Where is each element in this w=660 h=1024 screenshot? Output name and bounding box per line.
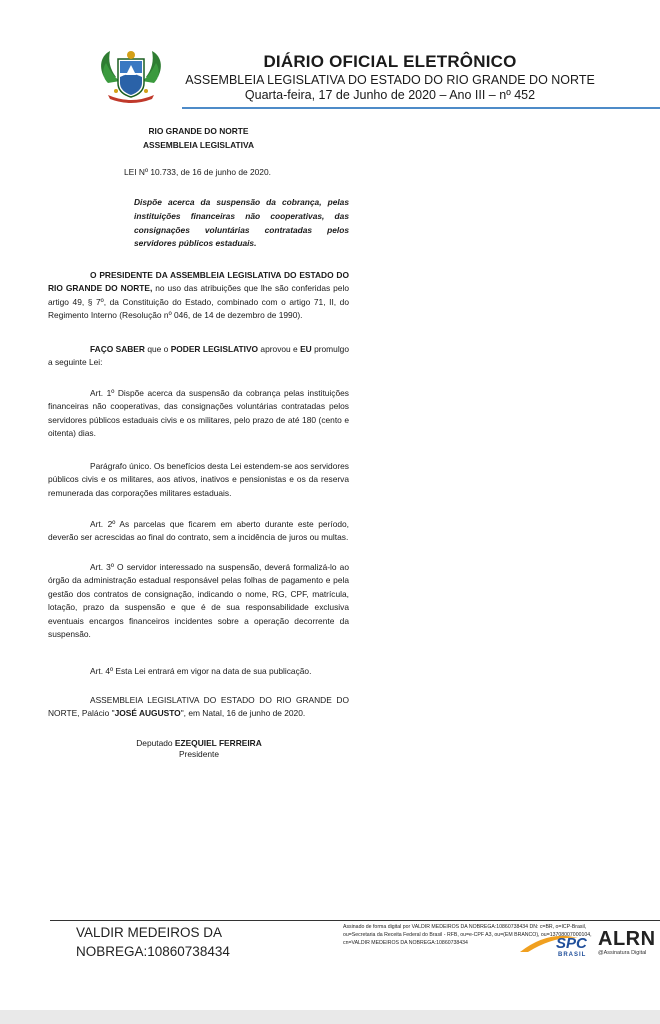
article-2: Art. 2º As parcelas que ficarem em aberto durante este período, deverão ser acrescidas ao final do contrato, sem a incidência de juros ou multas. bbox=[48, 519, 349, 543]
preamble bbox=[48, 269, 349, 323]
article-4: Art. 4º Esta Lei entrará em vigor na data de sua publicação. bbox=[90, 666, 312, 676]
article-1: Art. 1º Dispõe acerca da suspensão da cobrança pelas instituições financeiras não cooperativas, das consignações voluntárias contratadas pelos servidores públicos estaduais civis e os militares, pelo prazo de até 180 (cento e oitenta) dias. bbox=[48, 388, 349, 439]
alrn-subtitle: @Assinatura Digital bbox=[598, 950, 647, 956]
footer-divider bbox=[50, 920, 660, 921]
state-name: RIO GRANDE DO NORTE bbox=[148, 126, 249, 136]
preamble-text: no uso das atribuições que lhe são conferidas pelo artigo 49, § 7º, da Constituição do Estado, combinado com o artigo 71, II, do Regimento Interno (Resolução nº 046, de 14 de dezembro de 1990). bbox=[48, 283, 349, 321]
spc-label: SPC bbox=[556, 935, 587, 952]
article-3: Art. 3º O servidor interessado na suspensão, deverá formalizá-lo ao órgão da administração estadual responsável pelas folhas de pagamento e pela gestão dos contratos de consignação, indicando o nome, RG, CPF, matrícula, lotação, prazo da suspensão e que é de sua responsabilidade exclusiva eventuais encargos financeiros incidentes sobre a operação decorrente da suspensão. bbox=[48, 562, 349, 640]
issuer-block bbox=[48, 124, 349, 152]
alrn-logo: ALRN bbox=[598, 928, 656, 950]
header-divider bbox=[182, 107, 660, 109]
preamble-bold: O PRESIDENTE DA ASSEMBLEIA LEGISLATIVA DO ESTADO DO RIO GRANDE DO NORTE, bbox=[48, 270, 349, 294]
assembly-name: ASSEMBLEIA LEGISLATIVA bbox=[142, 140, 255, 150]
promulgation: FAÇO SABER que o PODER LEGISLATIVO aprovou e EU promulgo a seguinte Lei: bbox=[48, 344, 349, 368]
gazette-title: DIÁRIO OFICIAL ELETRÔNICO bbox=[263, 52, 517, 71]
spc-sub-label: BRASIL bbox=[558, 952, 587, 958]
signer-role: Presidente bbox=[178, 749, 220, 759]
signer-name: EZEQUIEL FERREIRA bbox=[174, 738, 262, 748]
law-number: LEI Nº 10.733, de 16 de junho de 2020. bbox=[124, 167, 271, 177]
signer-prefix: Deputado bbox=[136, 738, 175, 748]
sole-paragraph: Parágrafo único. Os benefícios desta Lei estendem-se aos servidores públicos civis e os militares, aos ativos, inativos e pensionistas e os da reserva remunerada das corporações militares estaduais. bbox=[48, 461, 349, 498]
digital-signer: VALDIR MEDEIROS DA NOBREGA:10860738434 bbox=[76, 925, 230, 959]
spc-brasil-logo bbox=[518, 928, 598, 958]
gazette-date-line: Quarta-feira, 17 de Junho de 2020 – Ano III – nº 452 bbox=[244, 88, 536, 102]
gazette-subtitle: ASSEMBLEIA LEGISLATIVA DO ESTADO DO RIO GRANDE DO NORTE bbox=[185, 73, 595, 87]
state-coat-of-arms-icon bbox=[96, 47, 166, 107]
law-ementa: Dispõe acerca da suspensão da cobrança, pelas instituições financeiras não cooperativas, das consignações voluntárias contratadas pelos servidores públicos estaduais. bbox=[134, 197, 349, 249]
digital-certificate-info: Assinado de forma digital por VALDIR MEDEIROS DA NOBREGA:10860738434 DN: c=BR, o=ICP-Brasil, ou=Secretaria da Receita Federal do Brasil - RFB, ou=e-CPF A3, ou=(EM BRANCO), ou=13708007000104, cn=VALDIR MEDEIROS DA NOBREGA:10860738434 bbox=[343, 924, 592, 946]
signature-block bbox=[130, 738, 268, 760]
closing-statement: ASSEMBLEIA LEGISLATIVA DO ESTADO DO RIO GRANDE DO NORTE, Palácio "JOSÉ AUGUSTO", em Natal, 16 de junho de 2020. bbox=[48, 695, 349, 719]
